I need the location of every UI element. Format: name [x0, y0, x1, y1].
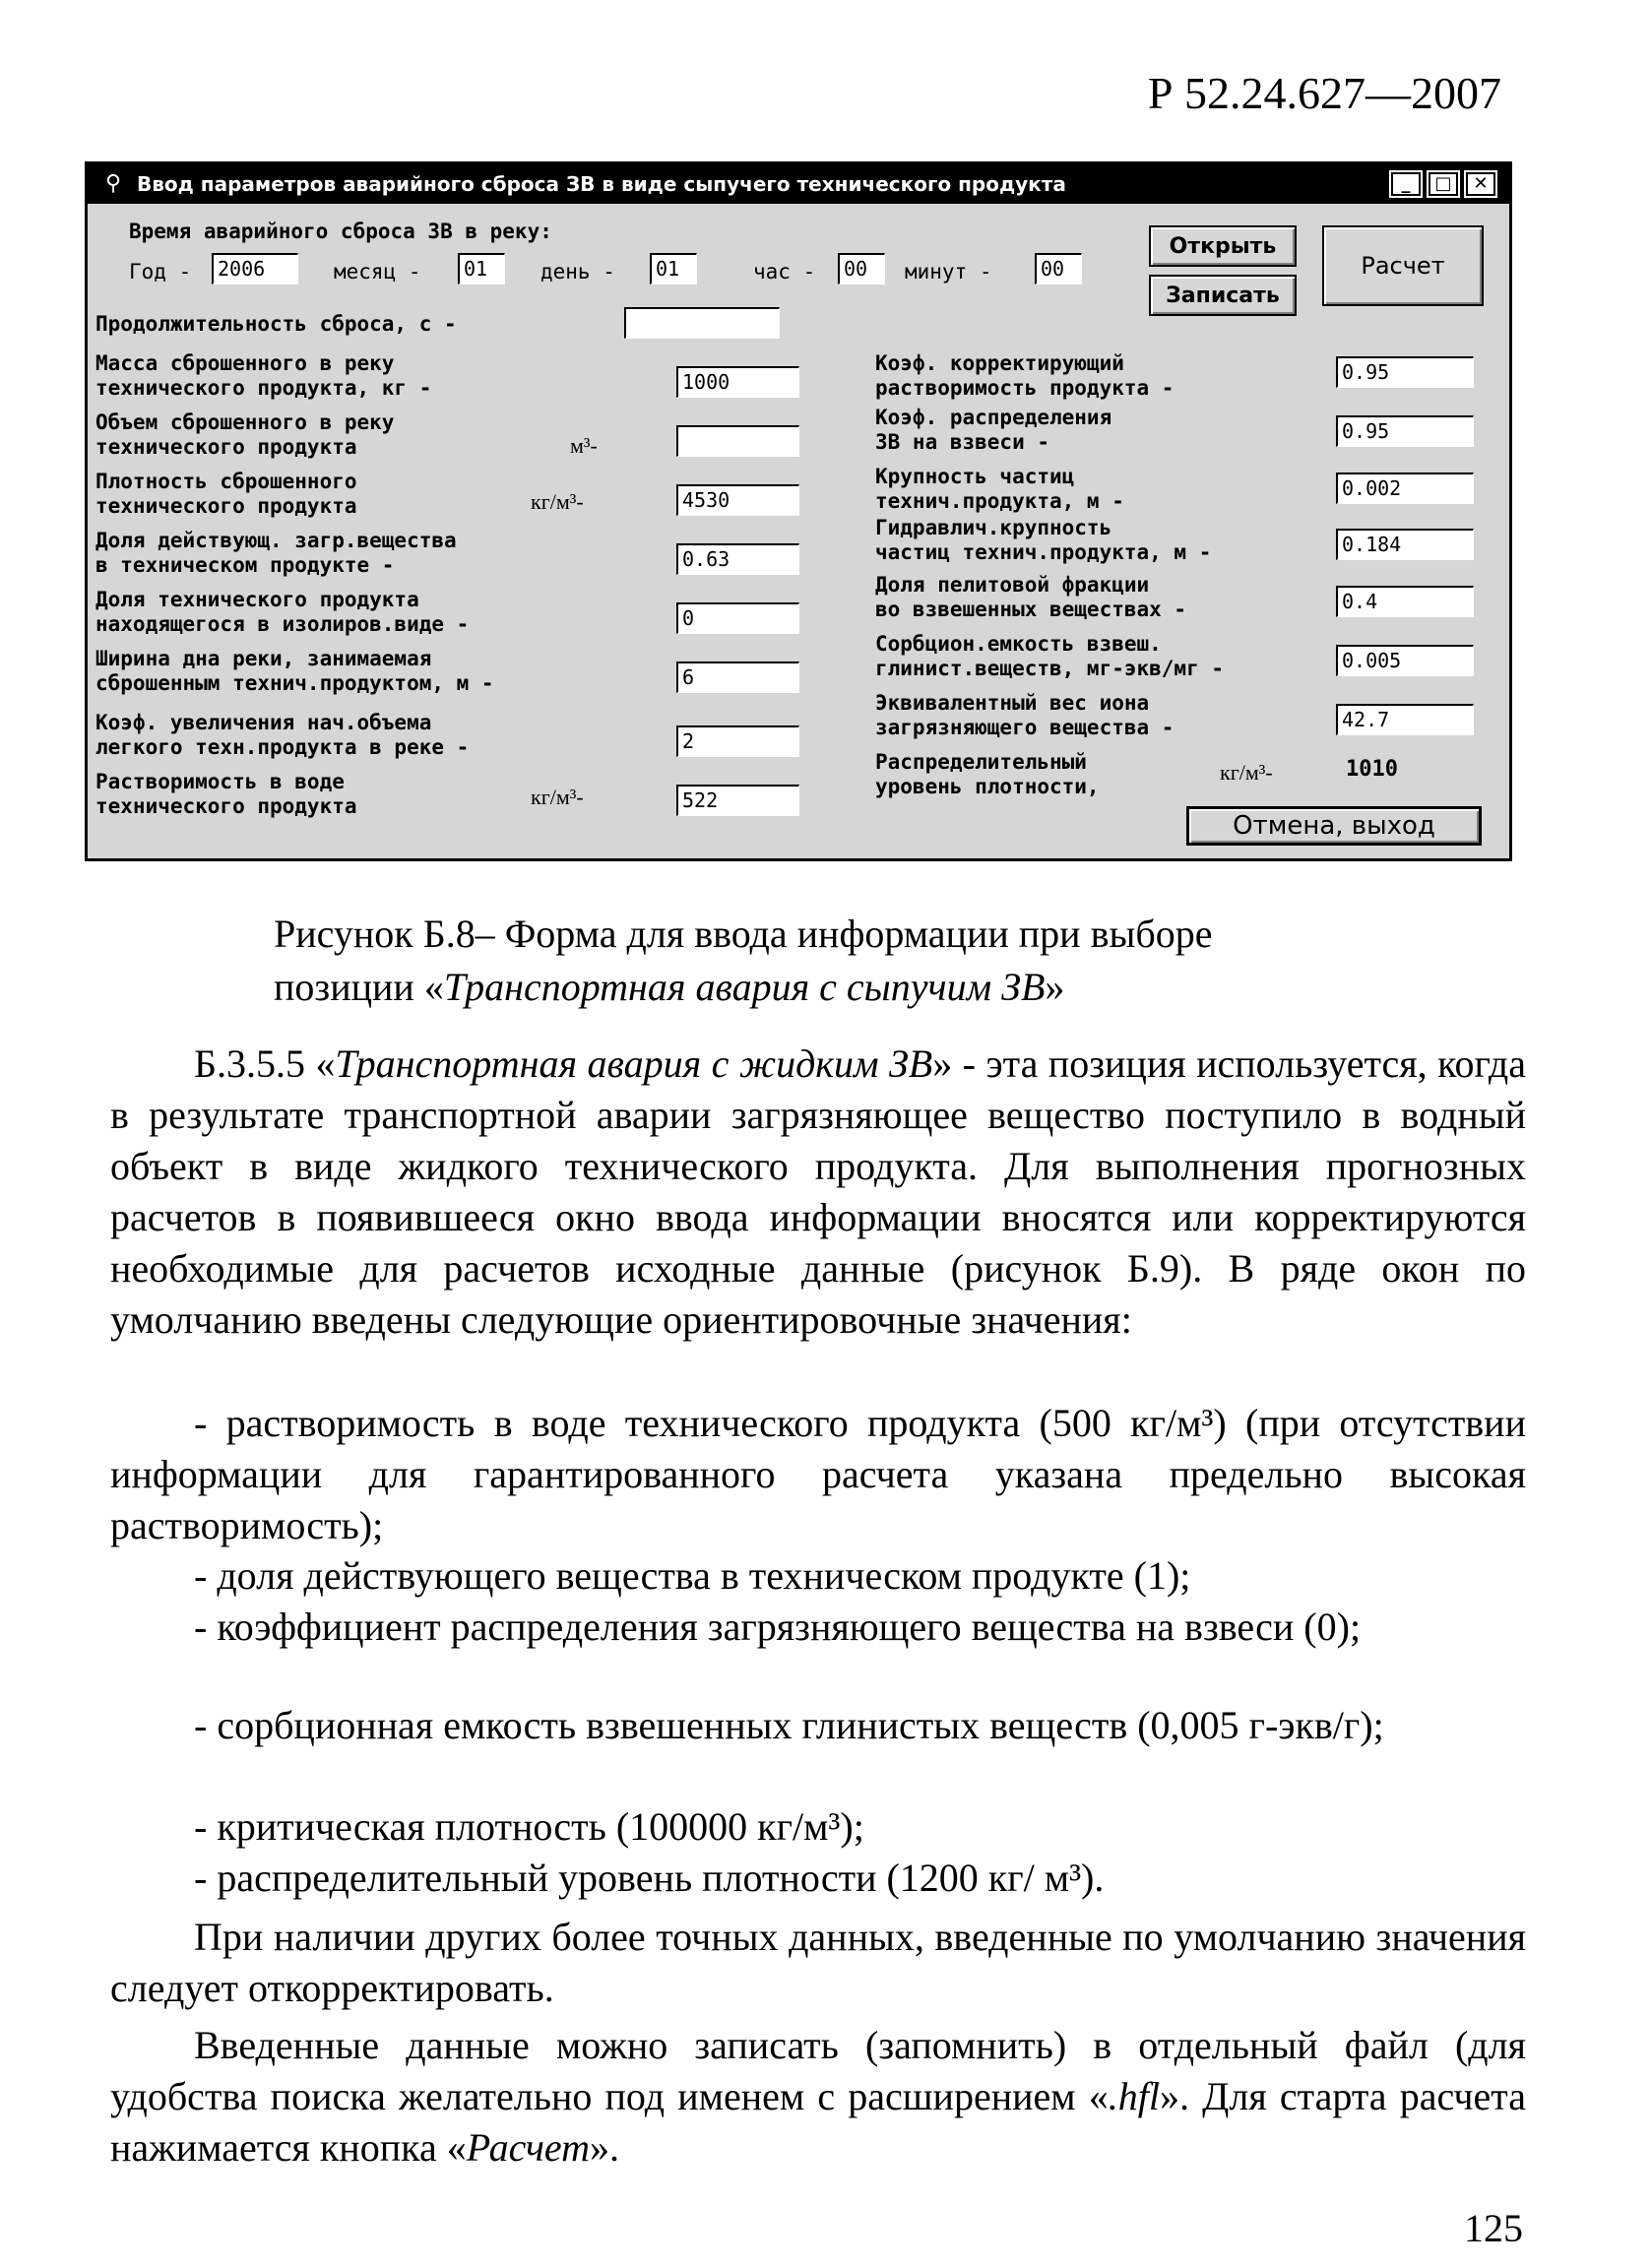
sorption-capacity-input[interactable]: 0.005 — [1336, 645, 1474, 676]
particle-size-input[interactable]: 0.002 — [1336, 472, 1474, 504]
duration-label: Продолжительность сброса, с - — [95, 312, 457, 336]
hour-input[interactable]: 00 — [838, 253, 885, 284]
list-item: - распределительный уровень плотности (1200 кг/ м³). — [194, 1856, 1105, 1900]
hour-label: час - — [753, 260, 816, 284]
distribution-coef-input[interactable]: 0.95 — [1336, 415, 1474, 447]
list-item: - коэффициент распределения загрязняющего вещества на взвеси (0); — [194, 1605, 1362, 1649]
param-label: Масса сброшенного в реку — [95, 351, 395, 375]
param-label: растворимость продукта - — [875, 376, 1175, 400]
param-label: Крупность частиц — [875, 465, 1075, 488]
param-label: Плотность сброшенного — [95, 470, 357, 493]
param-label: находящегося в изолиров.виде - — [95, 612, 470, 636]
param-label: во взвешенных веществах - — [875, 598, 1187, 621]
equivalent-weight-input[interactable]: 42.7 — [1336, 704, 1474, 735]
year-input[interactable]: 2006 — [212, 253, 298, 284]
open-button[interactable]: Открыть — [1149, 225, 1297, 267]
param-label: уровень плотности, — [875, 775, 1100, 798]
year-label: Год - — [129, 260, 192, 284]
param-label: Доля технического продукта — [95, 588, 419, 611]
param-label: Гидравлич.крупность — [875, 516, 1112, 539]
window-title: Ввод параметров аварийного сброса ЗВ в виде сыпучего технического продукта — [137, 172, 1066, 196]
param-label: Растворимость в воде — [95, 770, 345, 793]
minimize-button[interactable] — [1389, 170, 1423, 198]
paragraph: Введенные данные можно записать (запомнить) в отдельный файл (для удобства поиска желательно под именем с расширением «.hfl». Для старта расчета нажимается кнопка «Расчет». — [110, 2023, 1526, 2170]
page-number: 125 — [1464, 2206, 1523, 2250]
section-paragraph: Б.3.5.5 «Транспортная авария с жидким ЗВ» - эта позиция используется, когда в результате транспортной аварии загрязняющее вещество поступило в водный объект в виде жидкого технического продукта. Для выполнения прогнозных расчетов в появившееся окно ввода информации вносятся или корректируются необходимые для расчетов исходные данные (рисунок Б.9). В ряде окон по умолчанию введены следующие ориентировочные значения: — [110, 1041, 1527, 1342]
month-input[interactable]: 01 — [458, 253, 505, 284]
paragraph: При наличии других более точных данных, введенные по умолчанию значения следует откорректировать. — [110, 1915, 1526, 2010]
param-unit: кг/м³- — [531, 785, 584, 809]
volume-input[interactable] — [676, 425, 799, 457]
close-button[interactable] — [1464, 170, 1497, 198]
hydraulic-size-input[interactable]: 0.184 — [1336, 529, 1474, 560]
day-input[interactable]: 01 — [650, 253, 697, 284]
date-heading: Время аварийного сброса ЗВ в реку: — [129, 220, 552, 243]
river-width-input[interactable]: 6 — [676, 662, 799, 693]
pelite-fraction-input[interactable]: 0.4 — [1336, 586, 1474, 617]
param-label: легкого техн.продукта в реке - — [95, 735, 470, 759]
list-item: - критическая плотность (100000 кг/м³); — [194, 1804, 864, 1849]
figure-caption — [274, 908, 1455, 1014]
param-label: глинист.веществ, мг-экв/мг - — [875, 657, 1225, 680]
density-input[interactable]: 4530 — [676, 484, 799, 516]
maximize-icon: □ — [1434, 173, 1452, 194]
duration-input[interactable] — [624, 307, 780, 339]
param-label: ЗВ на взвеси - — [875, 430, 1050, 454]
input-window — [85, 161, 1512, 861]
param-label: Эквивалентный вес иона — [875, 691, 1150, 715]
param-label: технического продукта, кг - — [95, 376, 432, 400]
param-label: Ширина дна реки, занимаемая — [95, 647, 432, 670]
param-label: Коэф. увеличения нач.объема — [95, 711, 432, 734]
param-label: Коэф. корректирующий — [875, 351, 1124, 375]
minute-label: минут - — [905, 260, 992, 284]
cancel-exit-button[interactable]: Отмена, выход — [1186, 806, 1482, 846]
month-label: месяц - — [334, 260, 421, 284]
day-label: день - — [540, 260, 615, 284]
active-fraction-input[interactable]: 0.63 — [676, 543, 799, 575]
param-label: загрязняющего вещества - — [875, 716, 1175, 739]
param-label: сброшенным технич.продуктом, м - — [95, 671, 494, 695]
list-item: - доля действующего вещества в техническом продукте (1); — [194, 1553, 1191, 1598]
density-level-value: 1010 — [1346, 757, 1398, 782]
maximize-button[interactable] — [1427, 170, 1460, 198]
param-label: Доля пелитовой фракции — [875, 573, 1150, 597]
param-unit: кг/м³- — [1220, 760, 1273, 785]
param-unit: м³- — [570, 433, 598, 458]
minute-input[interactable]: 00 — [1035, 253, 1082, 284]
list-item: - растворимость в воде технического продукта (500 кг/м³) (при отсутствии информации для гарантированного расчета указана предельно высокая растворимость); — [110, 1401, 1526, 1547]
solubility-coef-input[interactable]: 0.95 — [1336, 356, 1474, 388]
param-label: Распределительный — [875, 750, 1087, 774]
param-label: в техническом продукте - — [95, 553, 395, 577]
list-item: - сорбционная емкость взвешенных глинистых веществ (0,005 г-экв/г); — [194, 1703, 1384, 1747]
isolated-fraction-input[interactable]: 0 — [676, 602, 799, 634]
param-label: технического продукта — [95, 435, 357, 459]
param-label: технич.продукта, м - — [875, 489, 1124, 513]
param-label: частиц технич.продукта, м - — [875, 540, 1212, 564]
param-label: Сорбцион.емкость взвеш. — [875, 632, 1162, 656]
mass-input[interactable]: 1000 — [676, 366, 799, 398]
param-unit: кг/м³- — [531, 489, 584, 514]
param-label: технического продукта — [95, 494, 357, 518]
caption-line: Рисунок Б.8– Форма для ввода информации при выборе — [274, 912, 1213, 956]
volume-increase-input[interactable]: 2 — [676, 725, 799, 757]
title-bar[interactable] — [88, 164, 1509, 204]
caption-line: позиции «Транспортная авария с сыпучим ЗВ» — [274, 965, 1065, 1009]
param-label: Объем сброшенного в реку — [95, 410, 395, 434]
close-icon: ✕ — [1473, 173, 1489, 194]
param-label: Коэф. распределения — [875, 406, 1112, 429]
solubility-input[interactable]: 522 — [676, 785, 799, 816]
document-number: Р 52.24.627—2007 — [1147, 68, 1501, 118]
param-label: технического продукта — [95, 794, 357, 818]
minimize-icon: _ — [1401, 173, 1411, 194]
pin-icon: ⚲ — [105, 171, 122, 196]
save-button[interactable]: Записать — [1149, 275, 1297, 316]
calc-button[interactable]: Расчет — [1322, 225, 1484, 306]
param-label: Доля действующ. загр.вещества — [95, 529, 457, 552]
